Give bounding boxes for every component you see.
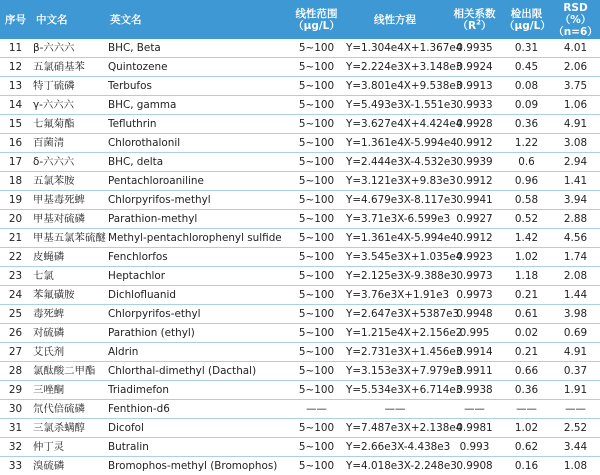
cell-equation: Y=3.801e4X+9.538e3 xyxy=(343,77,447,96)
cell-en: Bromophos-methyl (Bromophos) xyxy=(105,457,290,475)
cell-rsd: 4.91 xyxy=(551,343,600,362)
cell-cn: β-六六六 xyxy=(31,39,105,58)
cell-equation: Y=5.493e3X-1.551e3 xyxy=(343,96,447,115)
cell-r2: 0.9911 xyxy=(447,362,502,381)
header-range xyxy=(290,0,343,39)
cell-rsd: 3.44 xyxy=(551,438,600,457)
table-row xyxy=(0,229,600,248)
cell-en: Chlorpyrifos-methyl xyxy=(105,191,290,210)
cell-en: Parathion (ethyl) xyxy=(105,324,290,343)
cell-lod: 0.45 xyxy=(502,58,551,77)
cell-rsd: 2.08 xyxy=(551,267,600,286)
cell-en: Chlorpyrifos-ethyl xyxy=(105,305,290,324)
cell-r2: —— xyxy=(447,400,502,419)
cell-equation: Y=2.66e3X-4.438e3 xyxy=(343,438,447,457)
cell-id: 19 xyxy=(0,191,31,210)
cell-cn: 氯酞酸二甲酯 xyxy=(31,362,105,381)
cell-rsd: 1.91 xyxy=(551,381,600,400)
cell-id: 25 xyxy=(0,305,31,324)
cell-en: Dichlofluanid xyxy=(105,286,290,305)
cell-en: Triadimefon xyxy=(105,381,290,400)
cell-cn: 皮蝇磷 xyxy=(31,248,105,267)
cell-r2: 0.9941 xyxy=(447,191,502,210)
table-row xyxy=(0,153,600,172)
cell-r2: 0.9981 xyxy=(447,419,502,438)
cell-cn: 甲基对硫磷 xyxy=(31,210,105,229)
cell-cn: 艾氏剂 xyxy=(31,343,105,362)
cell-id: 30 xyxy=(0,400,31,419)
cell-range: 5~100 xyxy=(290,134,343,153)
table-body xyxy=(0,39,600,475)
table-row xyxy=(0,381,600,400)
cell-rsd: 1.41 xyxy=(551,172,600,191)
table-row xyxy=(0,457,600,475)
cell-rsd: 3.75 xyxy=(551,77,600,96)
cell-range: 5~100 xyxy=(290,210,343,229)
cell-cn: 五氯硝基苯 xyxy=(31,58,105,77)
cell-id: 21 xyxy=(0,229,31,248)
cell-rsd: 3.08 xyxy=(551,134,600,153)
cell-id: 20 xyxy=(0,210,31,229)
cell-rsd: 4.56 xyxy=(551,229,600,248)
cell-id: 26 xyxy=(0,324,31,343)
cell-en: Dicofol xyxy=(105,419,290,438)
cell-lod: 1.22 xyxy=(502,134,551,153)
cell-en: Fenthion-d6 xyxy=(105,400,290,419)
cell-lod: 0.58 xyxy=(502,191,551,210)
header-r2 xyxy=(447,0,502,39)
cell-lod: 1.18 xyxy=(502,267,551,286)
cell-lod: 0.09 xyxy=(502,96,551,115)
cell-equation: Y=1.361e4X-5.994e4 xyxy=(343,134,447,153)
header-rsd-line1: RSD（%） xyxy=(560,2,592,26)
cell-cn: γ-六六六 xyxy=(31,96,105,115)
cell-range: 5~100 xyxy=(290,324,343,343)
cell-lod: 0.31 xyxy=(502,39,551,58)
cell-r2: 0.9935 xyxy=(447,39,502,58)
cell-range: 5~100 xyxy=(290,438,343,457)
cell-en: Parathion-methyl xyxy=(105,210,290,229)
cell-rsd: 1.06 xyxy=(551,96,600,115)
table-row xyxy=(0,172,600,191)
cell-range: 5~100 xyxy=(290,305,343,324)
cell-lod: 1.02 xyxy=(502,248,551,267)
cell-id: 24 xyxy=(0,286,31,305)
cell-id: 11 xyxy=(0,39,31,58)
cell-r2: 0.9973 xyxy=(447,286,502,305)
cell-r2: 0.993 xyxy=(447,438,502,457)
cell-en: BHC, delta xyxy=(105,153,290,172)
cell-r2: 0.9914 xyxy=(447,343,502,362)
cell-id: 14 xyxy=(0,96,31,115)
cell-r2: 0.9933 xyxy=(447,96,502,115)
header-rsd xyxy=(551,0,600,39)
cell-id: 31 xyxy=(0,419,31,438)
cell-range: 5~100 xyxy=(290,39,343,58)
table-row xyxy=(0,39,600,58)
cell-r2: 0.9948 xyxy=(447,305,502,324)
cell-cn: 甲基毒死蜱 xyxy=(31,191,105,210)
cell-equation: Y=2.647e3X+5387e3 xyxy=(343,305,447,324)
cell-lod: —— xyxy=(502,400,551,419)
cell-lod: 0.36 xyxy=(502,381,551,400)
cell-cn: 五氯苯胺 xyxy=(31,172,105,191)
header-lod-line1: 检出限 xyxy=(511,8,543,20)
cell-en: Chlorothalonil xyxy=(105,134,290,153)
cell-rsd: 1.74 xyxy=(551,248,600,267)
cell-range: 5~100 xyxy=(290,362,343,381)
cell-r2: 0.9908 xyxy=(447,457,502,475)
cell-equation: Y=1.361e4X-5.994e4 xyxy=(343,229,447,248)
cell-lod: 0.21 xyxy=(502,343,551,362)
cell-equation: Y=2.224e3X+3.148e3 xyxy=(343,58,447,77)
cell-cn: 溴硫磷 xyxy=(31,457,105,475)
cell-cn: δ-六六六 xyxy=(31,153,105,172)
cell-range: 5~100 xyxy=(290,419,343,438)
cell-r2: 0.9924 xyxy=(447,58,502,77)
cell-id: 27 xyxy=(0,343,31,362)
header-r2-line1: 相关系数 xyxy=(454,8,496,20)
header-en: 英文名 xyxy=(105,0,290,39)
cell-lod: 1.02 xyxy=(502,419,551,438)
cell-equation: Y=7.487e3X+2.138e4 xyxy=(343,419,447,438)
table-row xyxy=(0,438,600,457)
table-row xyxy=(0,191,600,210)
cell-rsd: 4.91 xyxy=(551,115,600,134)
cell-rsd: 3.94 xyxy=(551,191,600,210)
table-row xyxy=(0,96,600,115)
cell-cn: 三唑酮 xyxy=(31,381,105,400)
header-rsd-line2: （n=6） xyxy=(553,26,598,38)
cell-lod: 0.62 xyxy=(502,438,551,457)
cell-id: 15 xyxy=(0,115,31,134)
cell-cn: 氘代倍硫磷 xyxy=(31,400,105,419)
cell-cn: 特丁硫磷 xyxy=(31,77,105,96)
cell-r2: 0.9973 xyxy=(447,267,502,286)
cell-lod: 0.96 xyxy=(502,172,551,191)
cell-r2: 0.9923 xyxy=(447,248,502,267)
cell-equation: Y=5.534e3X+6.714e3 xyxy=(343,381,447,400)
cell-cn: 百菌清 xyxy=(31,134,105,153)
cell-rsd: 2.06 xyxy=(551,58,600,77)
cell-lod: 0.08 xyxy=(502,77,551,96)
cell-en: Pentachloroaniline xyxy=(105,172,290,191)
cell-r2: 0.9912 xyxy=(447,229,502,248)
table-row xyxy=(0,267,600,286)
header-row xyxy=(0,0,600,39)
table-row xyxy=(0,362,600,381)
cell-range: 5~100 xyxy=(290,457,343,475)
cell-id: 16 xyxy=(0,134,31,153)
cell-id: 17 xyxy=(0,153,31,172)
cell-lod: 1.42 xyxy=(502,229,551,248)
cell-range: 5~100 xyxy=(290,343,343,362)
cell-r2: 0.9938 xyxy=(447,381,502,400)
cell-rsd: 1.08 xyxy=(551,457,600,475)
cell-id: 29 xyxy=(0,381,31,400)
cell-equation: Y=1.304e4X+1.367e4 xyxy=(343,39,447,58)
cell-equation: Y=1.215e4X+2.156e2 xyxy=(343,324,447,343)
cell-en: Fenchlorfos xyxy=(105,248,290,267)
table-row xyxy=(0,400,600,419)
header-r2-sup: 2 xyxy=(476,18,481,26)
cell-range: 5~100 xyxy=(290,77,343,96)
cell-r2: 0.9912 xyxy=(447,172,502,191)
cell-lod: 0.66 xyxy=(502,362,551,381)
cell-range: 5~100 xyxy=(290,267,343,286)
header-range-line2: （μg/L） xyxy=(293,20,340,32)
cell-range: 5~100 xyxy=(290,58,343,77)
cell-rsd: 3.98 xyxy=(551,305,600,324)
cell-range: 5~100 xyxy=(290,115,343,134)
cell-en: Methyl-pentachlorophenyl sulfide xyxy=(105,229,290,248)
header-lod xyxy=(502,0,551,39)
cell-cn: 毒死蜱 xyxy=(31,305,105,324)
cell-equation: —— xyxy=(343,400,447,419)
table-row xyxy=(0,210,600,229)
table-row xyxy=(0,286,600,305)
cell-cn: 仲丁灵 xyxy=(31,438,105,457)
header-id: 序号 xyxy=(0,0,31,39)
cell-en: BHC, gamma xyxy=(105,96,290,115)
cell-rsd: —— xyxy=(551,400,600,419)
cell-cn: 三氯杀螨醇 xyxy=(31,419,105,438)
cell-r2: 0.9928 xyxy=(447,115,502,134)
cell-range: 5~100 xyxy=(290,229,343,248)
cell-rsd: 1.44 xyxy=(551,286,600,305)
cell-range: 5~100 xyxy=(290,381,343,400)
cell-equation: Y=3.545e3X+1.035e4 xyxy=(343,248,447,267)
header-r2-line2: （R xyxy=(458,20,477,32)
cell-range: 5~100 xyxy=(290,248,343,267)
cell-r2: 0.995 xyxy=(447,324,502,343)
cell-id: 12 xyxy=(0,58,31,77)
cell-equation: Y=2.125e3X-9.388e3 xyxy=(343,267,447,286)
cell-equation: Y=4.679e3X-8.117e3 xyxy=(343,191,447,210)
cell-equation: Y=3.153e3X+7.979e3 xyxy=(343,362,447,381)
cell-lod: 0.16 xyxy=(502,457,551,475)
cell-lod: 0.61 xyxy=(502,305,551,324)
cell-range: —— xyxy=(290,400,343,419)
table-row xyxy=(0,134,600,153)
table-row xyxy=(0,305,600,324)
cell-id: 13 xyxy=(0,77,31,96)
cell-r2: 0.9912 xyxy=(447,134,502,153)
cell-id: 33 xyxy=(0,457,31,475)
cell-range: 5~100 xyxy=(290,172,343,191)
header-cn: 中文名 xyxy=(31,0,105,39)
cell-rsd: 2.88 xyxy=(551,210,600,229)
cell-cn: 甲基五氯苯硫醚 xyxy=(31,229,105,248)
cell-cn: 苯氟磺胺 xyxy=(31,286,105,305)
table-row xyxy=(0,58,600,77)
cell-rsd: 2.94 xyxy=(551,153,600,172)
cell-cn: 对硫磷 xyxy=(31,324,105,343)
cell-equation: Y=2.731e3X+1.456e3 xyxy=(343,343,447,362)
cell-r2: 0.9913 xyxy=(447,77,502,96)
cell-id: 28 xyxy=(0,362,31,381)
cell-rsd: 4.01 xyxy=(551,39,600,58)
cell-en: Chlorthal-dimethyl (Dacthal) xyxy=(105,362,290,381)
cell-id: 32 xyxy=(0,438,31,457)
cell-r2: 0.9939 xyxy=(447,153,502,172)
cell-range: 5~100 xyxy=(290,96,343,115)
cell-rsd: 0.69 xyxy=(551,324,600,343)
header-r2-close: ） xyxy=(481,20,492,32)
cell-r2: 0.9927 xyxy=(447,210,502,229)
cell-equation: Y=3.121e3X+9.83e3 xyxy=(343,172,447,191)
header-range-line1: 线性范围 xyxy=(296,8,338,20)
cell-en: Aldrin xyxy=(105,343,290,362)
cell-lod: 0.52 xyxy=(502,210,551,229)
cell-cn: 七氟菊酯 xyxy=(31,115,105,134)
table-row xyxy=(0,324,600,343)
cell-rsd: 2.52 xyxy=(551,419,600,438)
cell-equation: Y=4.018e3X-2.248e3 xyxy=(343,457,447,475)
cell-range: 5~100 xyxy=(290,191,343,210)
cell-en: Quintozene xyxy=(105,58,290,77)
table-row xyxy=(0,115,600,134)
cell-lod: 0.6 xyxy=(502,153,551,172)
cell-id: 23 xyxy=(0,267,31,286)
cell-en: Tefluthrin xyxy=(105,115,290,134)
table-row xyxy=(0,77,600,96)
cell-range: 5~100 xyxy=(290,286,343,305)
header-equation: 线性方程 xyxy=(343,0,447,39)
cell-en: BHC, Beta xyxy=(105,39,290,58)
cell-id: 22 xyxy=(0,248,31,267)
header-lod-line2: （μg/L） xyxy=(504,20,551,32)
cell-lod: 0.02 xyxy=(502,324,551,343)
cell-range: 5~100 xyxy=(290,153,343,172)
cell-id: 18 xyxy=(0,172,31,191)
cell-cn: 七氯 xyxy=(31,267,105,286)
cell-lod: 0.36 xyxy=(502,115,551,134)
cell-equation: Y=3.76e3X+1.91e3 xyxy=(343,286,447,305)
cell-rsd: 0.37 xyxy=(551,362,600,381)
cell-en: Butralin xyxy=(105,438,290,457)
cell-lod: 0.21 xyxy=(502,286,551,305)
cell-en: Heptachlor xyxy=(105,267,290,286)
table-row xyxy=(0,419,600,438)
table-row xyxy=(0,248,600,267)
cell-equation: Y=3.627e4X+4.424e4 xyxy=(343,115,447,134)
table-row xyxy=(0,343,600,362)
cell-en: Terbufos xyxy=(105,77,290,96)
cell-equation: Y=3.71e3X-6.599e3 xyxy=(343,210,447,229)
cell-equation: Y=2.444e3X-4.532e3 xyxy=(343,153,447,172)
